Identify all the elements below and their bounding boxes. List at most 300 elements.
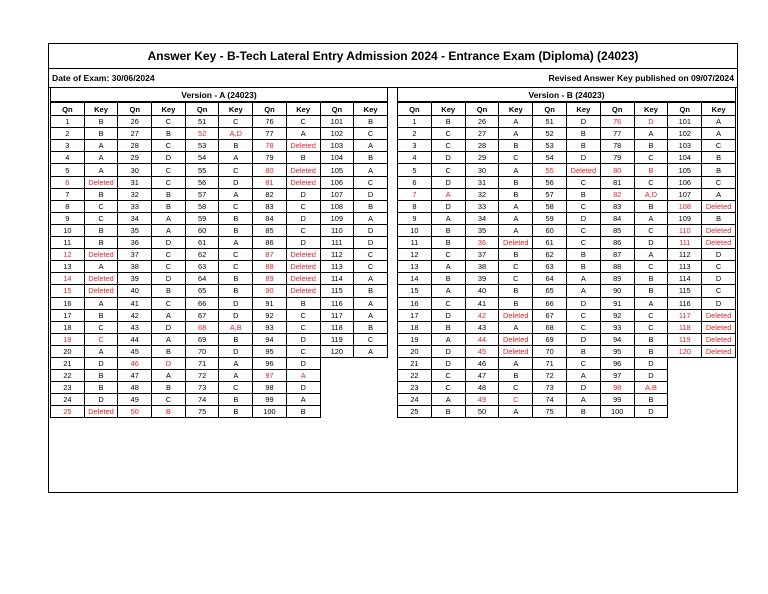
- answer-key: B: [431, 273, 465, 285]
- question-number: 68: [533, 321, 567, 333]
- answer-key: C: [566, 309, 600, 321]
- answer-key: A: [634, 297, 668, 309]
- table-row: [398, 309, 736, 321]
- table-row: [398, 152, 736, 164]
- answer-key: A: [354, 212, 388, 224]
- answer-key: B: [634, 200, 668, 212]
- table-row: [51, 176, 388, 188]
- answer-key: B: [152, 128, 186, 140]
- table-row: [398, 333, 736, 345]
- answer-key: D: [219, 176, 253, 188]
- empty-cell: [354, 357, 388, 369]
- question-number: 66: [533, 297, 567, 309]
- header-qn: Qn: [600, 103, 634, 116]
- answer-key: C: [354, 128, 388, 140]
- question-number: 11: [398, 237, 432, 249]
- header-qn: Qn: [668, 103, 702, 116]
- answer-key: C: [431, 128, 465, 140]
- question-number: 43: [118, 321, 152, 333]
- question-number: 84: [253, 212, 287, 224]
- answer-tables: [49, 88, 737, 492]
- question-number: 62: [533, 249, 567, 261]
- answer-key: A: [354, 297, 388, 309]
- question-number: 9: [51, 212, 85, 224]
- answer-key: A: [431, 285, 465, 297]
- question-number: 70: [185, 345, 219, 357]
- answer-key: C: [152, 249, 186, 261]
- question-number: 60: [185, 224, 219, 236]
- answer-key: A: [84, 140, 118, 152]
- answer-key: Deleted: [286, 176, 320, 188]
- question-number: 89: [600, 273, 634, 285]
- answer-key: B: [286, 297, 320, 309]
- header-key: Key: [634, 103, 668, 116]
- answer-key: C: [566, 176, 600, 188]
- question-number: 101: [320, 116, 354, 128]
- header-key: Key: [286, 103, 320, 116]
- question-number: 119: [668, 333, 702, 345]
- question-number: 14: [398, 273, 432, 285]
- answer-key: C: [499, 394, 533, 406]
- answer-key: D: [354, 188, 388, 200]
- question-number: 45: [465, 345, 499, 357]
- header-qn: Qn: [398, 103, 432, 116]
- answer-key: B: [634, 273, 668, 285]
- empty-cell: [668, 382, 702, 394]
- answer-key: A: [566, 273, 600, 285]
- question-number: 38: [465, 261, 499, 273]
- answer-key: A: [84, 261, 118, 273]
- answer-key: D: [702, 249, 736, 261]
- question-number: 61: [533, 237, 567, 249]
- question-number: 94: [253, 333, 287, 345]
- answer-key: B: [702, 164, 736, 176]
- answer-key: C: [152, 176, 186, 188]
- answer-key: D: [84, 357, 118, 369]
- table-row: [398, 116, 736, 128]
- answer-key: Deleted: [286, 140, 320, 152]
- answer-key: B: [566, 345, 600, 357]
- question-number: 52: [533, 128, 567, 140]
- question-number: 80: [253, 164, 287, 176]
- question-number: 109: [320, 212, 354, 224]
- table-row: [51, 212, 388, 224]
- empty-cell: [702, 394, 736, 406]
- answer-key: B: [152, 345, 186, 357]
- answer-key: C: [84, 333, 118, 345]
- answer-key: C: [354, 261, 388, 273]
- answer-key: D: [286, 382, 320, 394]
- question-number: 114: [668, 273, 702, 285]
- question-number: 107: [320, 188, 354, 200]
- table-row: [51, 237, 388, 249]
- question-number: 33: [465, 200, 499, 212]
- answer-key: A: [219, 188, 253, 200]
- answer-key: D: [634, 357, 668, 369]
- answer-key: B: [219, 212, 253, 224]
- question-number: 108: [320, 200, 354, 212]
- question-number: 93: [600, 321, 634, 333]
- question-number: 57: [533, 188, 567, 200]
- answer-key: A: [354, 309, 388, 321]
- answer-key: A: [354, 164, 388, 176]
- question-number: 66: [185, 297, 219, 309]
- answer-key: B: [84, 116, 118, 128]
- answer-key: A: [152, 333, 186, 345]
- question-number: 25: [51, 406, 85, 418]
- answer-key: A: [286, 394, 320, 406]
- question-number: 65: [185, 285, 219, 297]
- answer-key: B: [354, 285, 388, 297]
- table-row: [51, 370, 388, 382]
- answer-key: B: [354, 200, 388, 212]
- answer-key: A: [566, 370, 600, 382]
- answer-key: A: [431, 394, 465, 406]
- answer-key: Deleted: [702, 200, 736, 212]
- answer-key: D: [152, 273, 186, 285]
- question-number: 78: [600, 140, 634, 152]
- answer-key: B: [431, 237, 465, 249]
- question-number: 120: [320, 345, 354, 357]
- answer-key: D: [566, 297, 600, 309]
- table-row: [398, 370, 736, 382]
- answer-key: B: [431, 321, 465, 333]
- answer-key: C: [152, 394, 186, 406]
- answer-key: D: [431, 357, 465, 369]
- table-row: [51, 152, 388, 164]
- version-b-block: [397, 88, 736, 418]
- question-number: 4: [51, 152, 85, 164]
- table-row: [398, 285, 736, 297]
- answer-key: C: [152, 140, 186, 152]
- answer-key: C: [219, 116, 253, 128]
- question-number: 110: [668, 224, 702, 236]
- question-number: 106: [668, 176, 702, 188]
- question-number: 106: [320, 176, 354, 188]
- answer-key: D: [431, 176, 465, 188]
- table-header-row: [51, 103, 388, 116]
- empty-cell: [702, 357, 736, 369]
- answer-key: Deleted: [702, 321, 736, 333]
- question-number: 67: [533, 309, 567, 321]
- question-number: 116: [320, 297, 354, 309]
- question-number: 41: [465, 297, 499, 309]
- answer-key: C: [286, 200, 320, 212]
- answer-key: A,B: [219, 321, 253, 333]
- answer-key: D: [152, 237, 186, 249]
- answer-key: A: [499, 406, 533, 418]
- question-number: 93: [253, 321, 287, 333]
- question-number: 76: [600, 116, 634, 128]
- question-number: 92: [253, 309, 287, 321]
- answer-key: B: [431, 116, 465, 128]
- question-number: 82: [600, 188, 634, 200]
- question-number: 17: [51, 309, 85, 321]
- header-key: Key: [566, 103, 600, 116]
- question-number: 1: [51, 116, 85, 128]
- question-number: 99: [253, 394, 287, 406]
- answer-key: B: [84, 309, 118, 321]
- answer-key: Deleted: [702, 333, 736, 345]
- answer-key: B: [566, 406, 600, 418]
- answer-key: A: [431, 188, 465, 200]
- question-number: 113: [668, 261, 702, 273]
- answer-key: B: [152, 200, 186, 212]
- answer-key: B: [566, 128, 600, 140]
- question-number: 105: [320, 164, 354, 176]
- question-number: 54: [185, 152, 219, 164]
- answer-key: B: [84, 382, 118, 394]
- table-row: [398, 297, 736, 309]
- question-number: 73: [533, 382, 567, 394]
- empty-cell: [702, 382, 736, 394]
- answer-key: D: [634, 406, 668, 418]
- question-number: 8: [51, 200, 85, 212]
- answer-key: Deleted: [286, 249, 320, 261]
- table-row: [51, 128, 388, 140]
- answer-key: B: [84, 237, 118, 249]
- question-number: 95: [253, 345, 287, 357]
- question-number: 100: [253, 406, 287, 418]
- question-number: 114: [320, 273, 354, 285]
- question-number: 109: [668, 212, 702, 224]
- answer-key: B: [702, 152, 736, 164]
- table-row: [51, 309, 388, 321]
- question-number: 71: [533, 357, 567, 369]
- table-row: [51, 382, 388, 394]
- empty-cell: [354, 382, 388, 394]
- question-number: 65: [533, 285, 567, 297]
- answer-key: A: [431, 261, 465, 273]
- answer-key: C: [431, 164, 465, 176]
- header-key: Key: [431, 103, 465, 116]
- question-number: 86: [253, 237, 287, 249]
- question-number: 58: [533, 200, 567, 212]
- question-number: 101: [668, 116, 702, 128]
- question-number: 91: [253, 297, 287, 309]
- answer-key: C: [431, 382, 465, 394]
- question-number: 97: [253, 370, 287, 382]
- answer-key: Deleted: [566, 164, 600, 176]
- question-number: 59: [185, 212, 219, 224]
- answer-key: B: [354, 321, 388, 333]
- answer-key: Deleted: [702, 345, 736, 357]
- table-row: [51, 345, 388, 357]
- table-row: [398, 406, 736, 418]
- question-number: 69: [185, 333, 219, 345]
- answer-key: A: [152, 224, 186, 236]
- question-number: 29: [465, 152, 499, 164]
- answer-key: B: [84, 128, 118, 140]
- table-row: [398, 321, 736, 333]
- answer-key: B: [431, 406, 465, 418]
- answer-key: C: [286, 116, 320, 128]
- question-number: 70: [533, 345, 567, 357]
- answer-key: A: [499, 164, 533, 176]
- answer-key: B: [84, 224, 118, 236]
- answer-key: C: [354, 333, 388, 345]
- answer-key: A: [499, 116, 533, 128]
- answer-key: C: [634, 176, 668, 188]
- question-number: 45: [118, 345, 152, 357]
- question-number: 27: [465, 128, 499, 140]
- question-number: 6: [51, 176, 85, 188]
- question-number: 7: [398, 188, 432, 200]
- question-number: 63: [185, 261, 219, 273]
- question-number: 48: [465, 382, 499, 394]
- empty-cell: [668, 394, 702, 406]
- answer-key: D: [566, 333, 600, 345]
- question-number: 37: [465, 249, 499, 261]
- question-number: 95: [600, 345, 634, 357]
- answer-key: C: [431, 297, 465, 309]
- answer-key: C: [566, 224, 600, 236]
- question-number: 5: [51, 164, 85, 176]
- question-number: 23: [398, 382, 432, 394]
- answer-key: C: [219, 200, 253, 212]
- question-number: 118: [668, 321, 702, 333]
- header-key: Key: [219, 103, 253, 116]
- question-number: 13: [398, 261, 432, 273]
- question-number: 12: [398, 249, 432, 261]
- table-header-row: [398, 103, 736, 116]
- question-number: 82: [253, 188, 287, 200]
- answer-key: B: [499, 297, 533, 309]
- answer-key: A: [566, 394, 600, 406]
- question-number: 21: [51, 357, 85, 369]
- question-number: 31: [465, 176, 499, 188]
- question-number: 24: [51, 394, 85, 406]
- table-row: [398, 176, 736, 188]
- answer-key: Deleted: [84, 273, 118, 285]
- question-number: 30: [465, 164, 499, 176]
- answer-key: Deleted: [84, 285, 118, 297]
- header-key: Key: [354, 103, 388, 116]
- table-row: [398, 237, 736, 249]
- answer-key: A: [702, 116, 736, 128]
- question-number: 34: [465, 212, 499, 224]
- answer-key: A: [84, 164, 118, 176]
- question-number: 87: [253, 249, 287, 261]
- table-row: [398, 188, 736, 200]
- header-key: Key: [499, 103, 533, 116]
- answer-key: B: [634, 285, 668, 297]
- table-row: [51, 249, 388, 261]
- table-row: [398, 357, 736, 369]
- revised-note: Revised Answer Key published on 09/07/2024: [548, 73, 734, 83]
- question-number: 64: [185, 273, 219, 285]
- answer-key: B: [634, 394, 668, 406]
- answer-key: D: [286, 357, 320, 369]
- answer-key: Deleted: [286, 273, 320, 285]
- question-number: 51: [185, 116, 219, 128]
- table-row: [51, 140, 388, 152]
- answer-key: D: [152, 357, 186, 369]
- answer-key: C: [286, 309, 320, 321]
- question-number: 47: [465, 370, 499, 382]
- table-row: [51, 333, 388, 345]
- answer-key: A: [499, 128, 533, 140]
- question-number: 2: [398, 128, 432, 140]
- answer-key: A: [499, 200, 533, 212]
- question-number: 85: [600, 224, 634, 236]
- question-number: 36: [465, 237, 499, 249]
- answer-key: C: [152, 261, 186, 273]
- question-number: 119: [320, 333, 354, 345]
- question-number: 55: [533, 164, 567, 176]
- empty-cell: [668, 370, 702, 382]
- answer-key: C: [219, 261, 253, 273]
- question-number: 79: [253, 152, 287, 164]
- answer-key: D: [286, 188, 320, 200]
- question-number: 77: [253, 128, 287, 140]
- answer-key: C: [431, 249, 465, 261]
- question-number: 9: [398, 212, 432, 224]
- question-number: 94: [600, 333, 634, 345]
- answer-key: B: [219, 273, 253, 285]
- answer-key: A: [634, 128, 668, 140]
- question-number: 104: [320, 152, 354, 164]
- question-number: 112: [320, 249, 354, 261]
- question-number: 85: [253, 224, 287, 236]
- header-qn: Qn: [320, 103, 354, 116]
- table-row: [398, 212, 736, 224]
- question-number: 105: [668, 164, 702, 176]
- question-number: 53: [533, 140, 567, 152]
- answer-key: D: [219, 297, 253, 309]
- header-qn: Qn: [253, 103, 287, 116]
- question-number: 110: [320, 224, 354, 236]
- answer-key: D: [634, 116, 668, 128]
- question-number: 40: [465, 285, 499, 297]
- question-number: 117: [668, 309, 702, 321]
- question-number: 76: [253, 116, 287, 128]
- answer-key: D: [702, 297, 736, 309]
- answer-key: Deleted: [499, 333, 533, 345]
- answer-key: C: [219, 249, 253, 261]
- question-number: 35: [465, 224, 499, 236]
- question-number: 19: [51, 333, 85, 345]
- answer-key: D: [354, 237, 388, 249]
- question-number: 56: [533, 176, 567, 188]
- question-number: 111: [320, 237, 354, 249]
- answer-key: C: [286, 345, 320, 357]
- question-number: 37: [118, 249, 152, 261]
- table-row: [398, 224, 736, 236]
- question-number: 102: [320, 128, 354, 140]
- answer-key: C: [354, 249, 388, 261]
- version-a-table: [50, 102, 388, 418]
- question-number: 52: [185, 128, 219, 140]
- exam-date: Date of Exam: 30/06/2024: [52, 73, 155, 83]
- question-number: 48: [118, 382, 152, 394]
- answer-key: B: [354, 116, 388, 128]
- answer-key: A: [219, 370, 253, 382]
- answer-key: A: [499, 321, 533, 333]
- header-qn: Qn: [533, 103, 567, 116]
- empty-cell: [702, 370, 736, 382]
- answer-key: D: [286, 333, 320, 345]
- question-number: 32: [118, 188, 152, 200]
- answer-key: D: [152, 321, 186, 333]
- question-number: 14: [51, 273, 85, 285]
- version-b-heading: Version - B (24023): [397, 88, 736, 102]
- empty-cell: [668, 406, 702, 418]
- question-number: 39: [465, 273, 499, 285]
- answer-key: A: [702, 188, 736, 200]
- question-number: 6: [398, 176, 432, 188]
- answer-key: A: [84, 345, 118, 357]
